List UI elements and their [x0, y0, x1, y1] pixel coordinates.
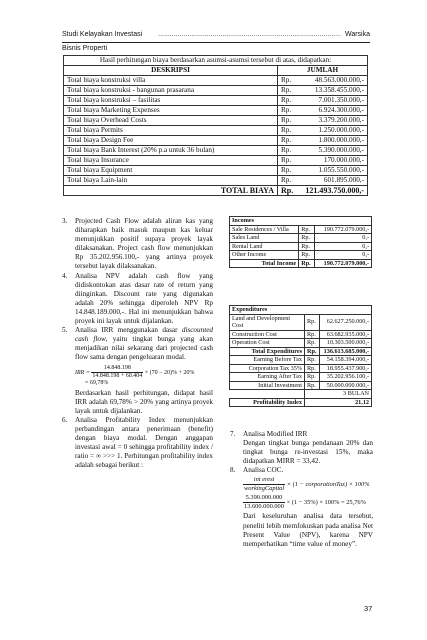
incomes-title: Incomes [230, 217, 372, 226]
total-expenditures-currency: Rp. [305, 347, 320, 356]
period-label: 3 BULAN [305, 390, 372, 399]
cost-amount: 5.390.000.000,- [295, 146, 368, 156]
item-text-emphasis: discounted cash flow [75, 326, 213, 344]
land-cost-amount: 62.627.250.000,- [319, 314, 371, 330]
earning-currency: Rp. [305, 381, 320, 390]
cost-desc: Total biaya Lain-lain [64, 176, 278, 186]
income-currency: Rp. [299, 234, 315, 243]
cost-currency: Rp. [278, 146, 296, 156]
land-cost-currency: Rp. [305, 314, 320, 330]
formula-lhs: IRR = [75, 369, 90, 376]
header-author: Warsika [344, 31, 370, 38]
cost-currency: Rp. [278, 96, 296, 106]
formula-fraction [243, 476, 285, 493]
fraction-denominator: workingCapital [244, 485, 285, 493]
cost-currency: Rp. [278, 116, 296, 126]
cost-currency: Rp. [278, 126, 296, 136]
expenditure-sub-rows [230, 356, 372, 390]
fraction-denominator: 14.848.198 + 60.404 [92, 372, 143, 379]
cost-desc: Total biaya Equipment [64, 166, 278, 176]
formula-result: = 69,78% [85, 379, 109, 386]
cost-amount: 170.000.000,- [295, 156, 368, 166]
expenditure-amount: 63.682.935.000,- [319, 330, 371, 339]
incomes-table [229, 216, 372, 268]
income-currency: Rp. [299, 242, 315, 251]
fraction-numerator: 14.848.198 [91, 365, 143, 373]
income-label: Sales Land [230, 234, 299, 243]
total-expenditures-amount: 136.613.685.000,- [319, 347, 371, 356]
item-number: 6. [62, 415, 68, 424]
item-number: 4. [62, 271, 68, 280]
expenditure-row [230, 339, 372, 348]
fraction-numerator: int erest [243, 476, 285, 485]
earning-currency: Rp. [305, 373, 320, 382]
expenditure-row [230, 330, 372, 339]
cost-currency: Rp. [278, 76, 296, 86]
cost-desc: Total biaya konstruksi villa [64, 76, 278, 86]
income-amount: 0,- [315, 251, 372, 260]
cost-row [64, 166, 368, 176]
expenditure-label: Operation Cost [230, 339, 305, 348]
earning-amount: 35.202.956.100,- [319, 373, 371, 382]
earning-currency: Rp. [305, 364, 320, 373]
earning-row [230, 364, 372, 373]
cost-desc: Total biaya Marketing Expenses [64, 106, 278, 116]
coc-formula [243, 476, 373, 493]
item-number: 5. [62, 326, 68, 335]
expenditures-title: Expenditures [230, 306, 372, 315]
item-text [75, 326, 213, 362]
cost-desc: Total biaya Design Fee [64, 136, 278, 146]
income-rows [230, 225, 372, 259]
table-caption: Hasil perhitungan biaya berdasarkan asumsi-asumsi tersebut di atas, didapatkan: [64, 56, 368, 66]
item-title: Analisa COC. [243, 466, 284, 475]
income-amount: 0,- [315, 242, 372, 251]
left-column [62, 217, 213, 470]
expenditure-currency: Rp. [305, 330, 320, 339]
profitability-index-value: 21,12 [305, 398, 372, 407]
cost-rows [64, 76, 368, 186]
earning-row [230, 373, 372, 382]
cost-desc: Total biaya konstruksi - bangunan prasarana [64, 86, 278, 96]
expenditures-table [229, 305, 372, 407]
item-text: Dengan tingkat bunga pendanaan 20% dan tingkat bunga re-investasi 15%, maka didapatkan MIRR = 33,42. [243, 439, 373, 466]
list-item-5 [62, 326, 213, 416]
cost-desc: Total biaya Insurance [64, 156, 278, 166]
item-text: Projected Cash Flow adalah aliran kas yang diharapkan baik masuk maupun kas keluar menunjukkan positif supaya proyek layak dilaksanakan. Project cash flow menunjukkan Rp 35.202.956.100,- yang artinya proyek tersebut layak dilaksanakan. [75, 217, 213, 271]
cost-row [64, 96, 368, 106]
cost-amount: 13.358.455.000,- [295, 86, 368, 96]
item-text-part: , yaitu tingkat bunga yang akan menjadikan nilai sekarang dari projected cash flow sama dengan pengeluaran modal. [75, 335, 213, 362]
earning-row [230, 356, 372, 365]
cost-amount: 7.001.350.000,- [295, 96, 368, 106]
formula-rest: × (1 − corporationTax) × 100% [286, 481, 370, 489]
cost-row [64, 136, 368, 146]
item-title: Analisa Modified IRR [243, 430, 308, 438]
column-header-amount: JUMLAH [278, 66, 368, 76]
total-expenditures-label: Total Expenditures [230, 347, 305, 356]
cost-amount: 6.924.300.000,- [295, 106, 368, 116]
cost-currency: Rp. [278, 106, 296, 116]
cost-row [64, 146, 368, 156]
profitability-index-label: Profitability Index [230, 398, 305, 407]
total-currency: Rp. [278, 186, 296, 196]
header-title: Studi Kelayakan Investasi Bisnis Properti [62, 31, 143, 52]
total-income-amount: 190.772.079.000,- [315, 259, 372, 268]
total-row [64, 186, 368, 196]
cost-currency: Rp. [278, 136, 296, 146]
column-header-description: DESKRIPSI [64, 66, 278, 76]
list-item-3 [62, 217, 213, 272]
item-text: Analisa Profitability Index menunjukkan perbandingan antara penerimaan (benefit) dengan biaya modal. Dengan anggapan investasi awal = 0 sehingga profitability index / ratio = ∞ >>> 1. Perhitungan profitability index adalah sebagai berikut : [75, 415, 213, 470]
income-currency: Rp. [299, 251, 315, 260]
cost-amount: 601.895.000,- [295, 176, 368, 186]
item-text: Analisa NPV adalah cash flow yang didiskontokan atas dasar rate of return yang diinginkan. Discount rate yang digunakan adalah 20% sehingga diperoleh NPV Rp 14.848.189.000,-. Hal ini menunjukkan bahwa proyek ini layak untuk dijalankan. [75, 271, 213, 326]
item-number: 8. [230, 466, 236, 475]
income-row [230, 234, 372, 243]
income-currency: Rp. [299, 225, 315, 234]
income-label: Other Income [230, 251, 299, 260]
cost-amount: 1.055.550.000,- [295, 166, 368, 176]
cost-currency: Rp. [278, 156, 296, 166]
cost-row [64, 116, 368, 126]
earning-row [230, 381, 372, 390]
list-item-7 [230, 430, 373, 466]
item-number: 7. [230, 430, 236, 438]
item-text: Dari keseluruhan analisa data tersebut, peneliti lebih memfokuskan pada analisa Net Present Value (NPV), karena NPV memperhatikan “time value of money”. [243, 512, 373, 548]
cost-currency: Rp. [278, 176, 296, 186]
page-number: 37 [364, 604, 373, 613]
earning-amount: 50.000.000.000,- [319, 381, 371, 390]
fraction-numerator: 5.390.000.000 [243, 494, 285, 503]
cost-row [64, 86, 368, 96]
formula-fraction [243, 494, 285, 511]
cost-desc: Total biaya Permits [64, 126, 278, 136]
formula-fraction [91, 365, 143, 380]
total-income-currency: Rp. [299, 259, 315, 268]
item-text-part: Analisa IRR menggunakan dasar [75, 326, 182, 335]
expenditure-rows [230, 330, 372, 347]
income-amount: 190.772.079.000,- [315, 225, 372, 234]
total-income-label: Total Income [230, 259, 299, 268]
fraction-denominator: 13.600.000.000 [244, 503, 284, 511]
cost-desc: Total biaya Bank Interest (20% p.a untuk 36 bulan) [64, 146, 278, 156]
formula-rest: × (1 − 35%) × 100% = 25,76% [286, 499, 366, 507]
cost-desc: Total biaya konstruksi – fasilitas [64, 96, 278, 106]
coc-calculation [243, 494, 373, 511]
cost-amount: 3.379.200.000,- [295, 116, 368, 126]
earning-currency: Rp. [305, 356, 320, 365]
cost-row [64, 156, 368, 166]
list-item-6 [62, 416, 213, 471]
list-item-4 [62, 272, 213, 327]
cost-row [64, 176, 368, 186]
item-number: 3. [62, 217, 68, 225]
header-leader-dots: .............................................................................................. [158, 31, 341, 38]
income-row [230, 251, 372, 260]
formula-rest: × (70 − 20)% + 20% [144, 369, 195, 376]
cost-row [64, 126, 368, 136]
cost-currency: Rp. [278, 86, 296, 96]
cost-summary-table [63, 55, 368, 196]
cost-amount: 1.250.000.000,- [295, 126, 368, 136]
earning-amount: 18.955.437.900,- [319, 364, 371, 373]
expenditure-amount: 10.303.500.000,- [319, 339, 371, 348]
earning-amount: 54.158.394.000,- [319, 356, 371, 365]
income-row [230, 242, 372, 251]
income-amount: 0,- [315, 234, 372, 243]
earning-label: Initial Investment [230, 381, 305, 390]
income-label: Rental Land [230, 242, 299, 251]
cost-amount: 48.563.000.000,- [295, 76, 368, 86]
list-item-8 [230, 466, 373, 548]
income-label: Sale Residences / Villa [230, 225, 299, 234]
income-row [230, 225, 372, 234]
irr-formula [75, 365, 213, 387]
earning-label: Corporation Tax 35% [230, 364, 305, 373]
expenditure-label: Construction Cost [230, 330, 305, 339]
cost-row [64, 76, 368, 86]
earning-label: Earning Before Tax [230, 356, 305, 365]
item-text: Berdasarkan hasil perhitungan, didapat hasil IRR adalah 69,78% > 20% yang artinya proyek layak untuk dijalankan. [75, 388, 213, 415]
cost-amount: 1.800.000.000,- [295, 136, 368, 146]
land-cost-label: Land and Development Cost [230, 314, 305, 330]
cost-desc: Total biaya Overhead Costs [64, 116, 278, 126]
total-label: TOTAL BIAYA [64, 186, 278, 196]
running-header [62, 28, 370, 52]
cost-row [64, 106, 368, 116]
expenditure-currency: Rp. [305, 339, 320, 348]
total-amount: 121.493.750.000,- [295, 186, 368, 196]
earning-label: Earning After Tax [230, 373, 305, 382]
right-column-text [230, 430, 373, 549]
cost-currency: Rp. [278, 166, 296, 176]
